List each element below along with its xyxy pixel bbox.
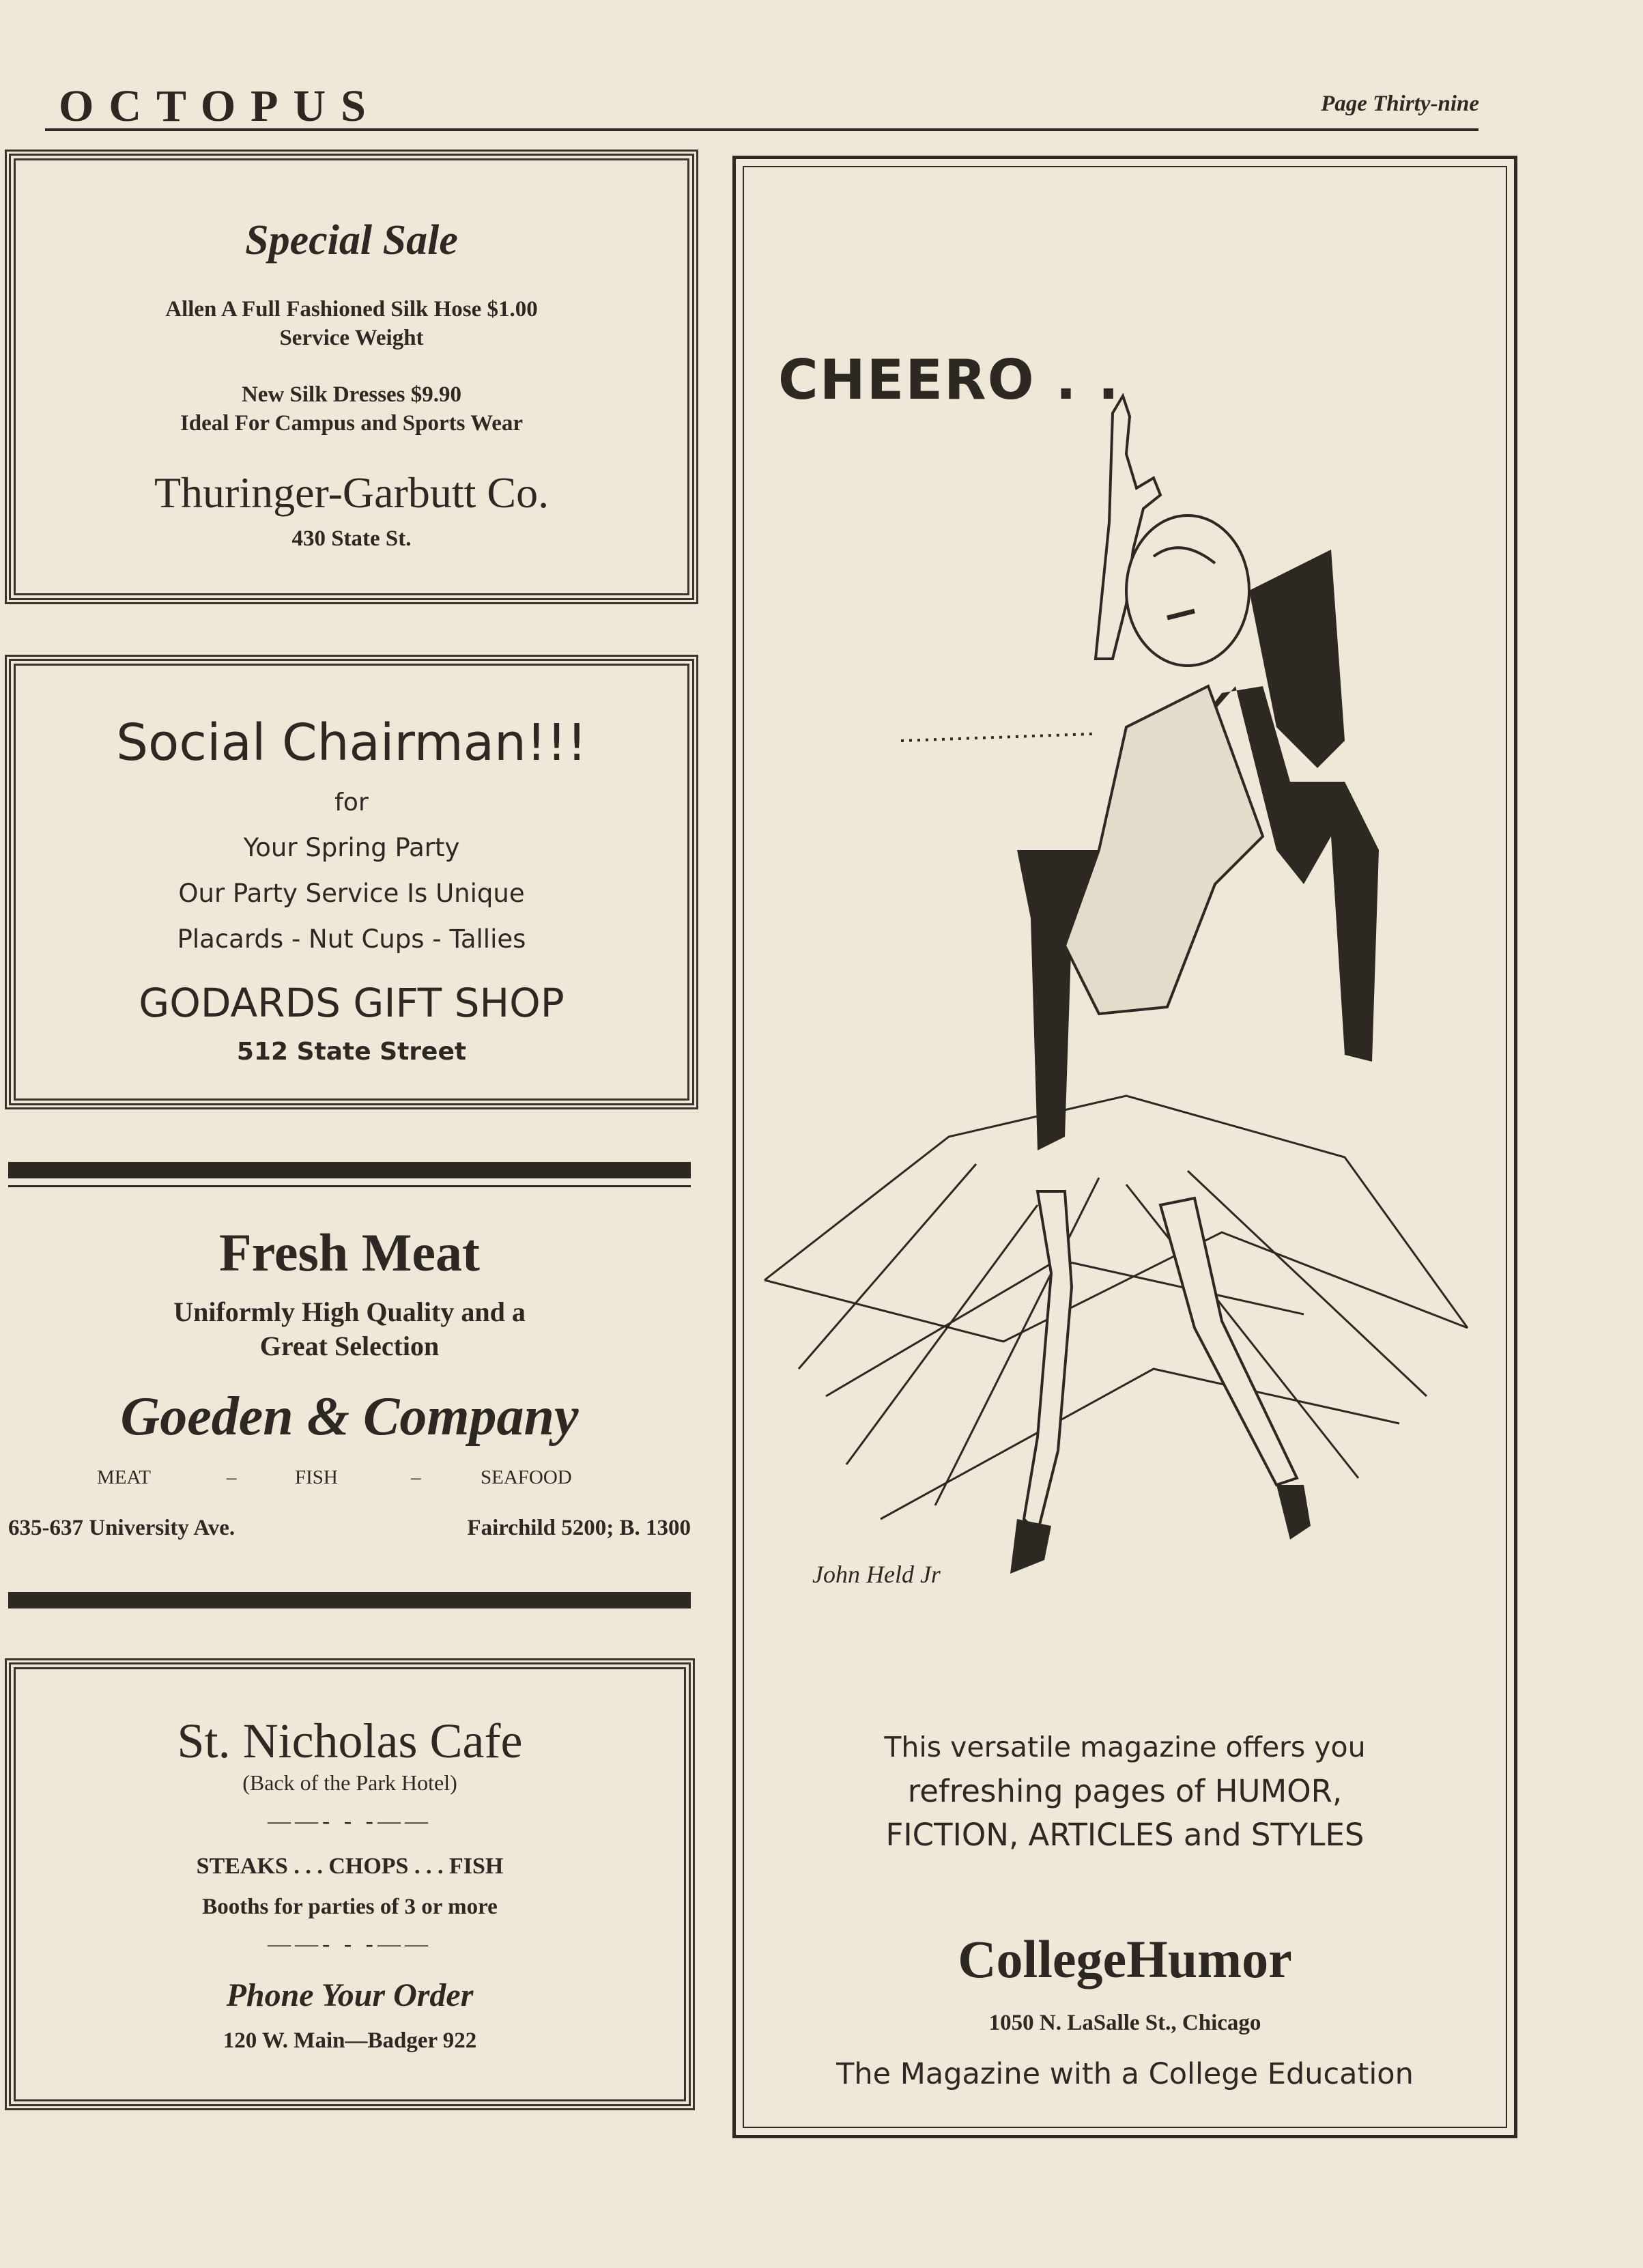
ad-text-line: New Silk Dresses $9.90	[241, 382, 462, 407]
artist-signature: John Held Jr	[812, 1561, 941, 1588]
company-address: 635-637 University Ave.	[8, 1516, 235, 1540]
ad-collegehumor	[743, 166, 1507, 2128]
ad-text-line: STEAKS . . . CHOPS . . . FISH	[196, 1854, 504, 1879]
masthead: OCTOPUS	[59, 81, 381, 131]
divider-bar	[8, 1162, 691, 1178]
ad-title: Special Sale	[245, 217, 458, 264]
collegehumor-logo: CollegeHumor	[958, 1929, 1292, 1989]
ad-text-line: Uniformly High Quality and a	[173, 1296, 526, 1327]
ad-thuringer-garbutt	[14, 158, 689, 595]
category-separator: –	[411, 1466, 421, 1488]
company-phone: Fairchild 5200; B. 1300	[467, 1516, 691, 1540]
company-name: Thuringer-Garbutt Co.	[154, 468, 549, 517]
ad-text-line: Service Weight	[279, 326, 424, 350]
category-fish: FISH	[295, 1466, 338, 1488]
ad-title: St. Nicholas Cafe	[177, 1714, 523, 1768]
ad-callout: Phone Your Order	[226, 1977, 474, 2013]
divider-rule	[8, 1185, 691, 1187]
company-address: 120 W. Main—Badger 922	[223, 2028, 477, 2053]
ad-text-line: This versatile magazine offers you	[884, 1731, 1366, 1763]
ad-goeden-company	[8, 1202, 691, 1570]
ad-text-line: Ideal For Campus and Sports Wear	[180, 411, 524, 436]
ornamental-divider: ——- - -——	[268, 1931, 432, 1957]
ad-text-line: Placards - Nut Cups - Tallies	[177, 924, 526, 954]
company-address: 430 State St.	[291, 526, 412, 551]
divider-bar	[8, 1592, 691, 1608]
ad-title: Fresh Meat	[219, 1223, 480, 1282]
ad-text-line: for	[334, 789, 369, 817]
ad-tagline: The Magazine with a College Education	[836, 2057, 1414, 2091]
company-name: GODARDS GIFT SHOP	[139, 980, 565, 1026]
company-address: 1050 N. LaSalle St., Chicago	[988, 2011, 1261, 2035]
header-rule	[45, 128, 1478, 131]
ad-title: Social Chairman!!!	[116, 713, 587, 772]
ad-godards-gift-shop	[14, 664, 689, 1101]
company-address: 512 State Street	[236, 1038, 467, 1066]
page-number: Page Thirty-nine	[1321, 91, 1479, 116]
dancing-flapper-illustration	[744, 167, 1509, 1669]
ad-text-line: FICTION, ARTICLES and STYLES	[885, 1817, 1365, 1853]
category-meat: MEAT	[97, 1466, 151, 1488]
ad-text-line: Allen A Full Fashioned Silk Hose $1.00	[165, 297, 538, 322]
company-name: Goeden & Company	[120, 1387, 579, 1447]
ad-text-line: Booths for parties of 3 or more	[202, 1895, 498, 1919]
ad-text-line: Our Party Service Is Unique	[178, 879, 525, 908]
category-separator: –	[227, 1466, 237, 1488]
ad-st-nicholas-cafe	[14, 1667, 686, 2101]
ad-headline: CHEERO . .	[778, 348, 1121, 412]
ad-subtitle: (Back of the Park Hotel)	[242, 1770, 457, 1795]
ad-text-line: refreshing pages of HUMOR,	[907, 1773, 1343, 1809]
ad-text-line: Your Spring Party	[243, 833, 460, 862]
ad-text-line: Great Selection	[259, 1331, 440, 1361]
category-seafood: SEAFOOD	[481, 1466, 572, 1488]
ornamental-divider: ——- - -——	[268, 1809, 432, 1834]
